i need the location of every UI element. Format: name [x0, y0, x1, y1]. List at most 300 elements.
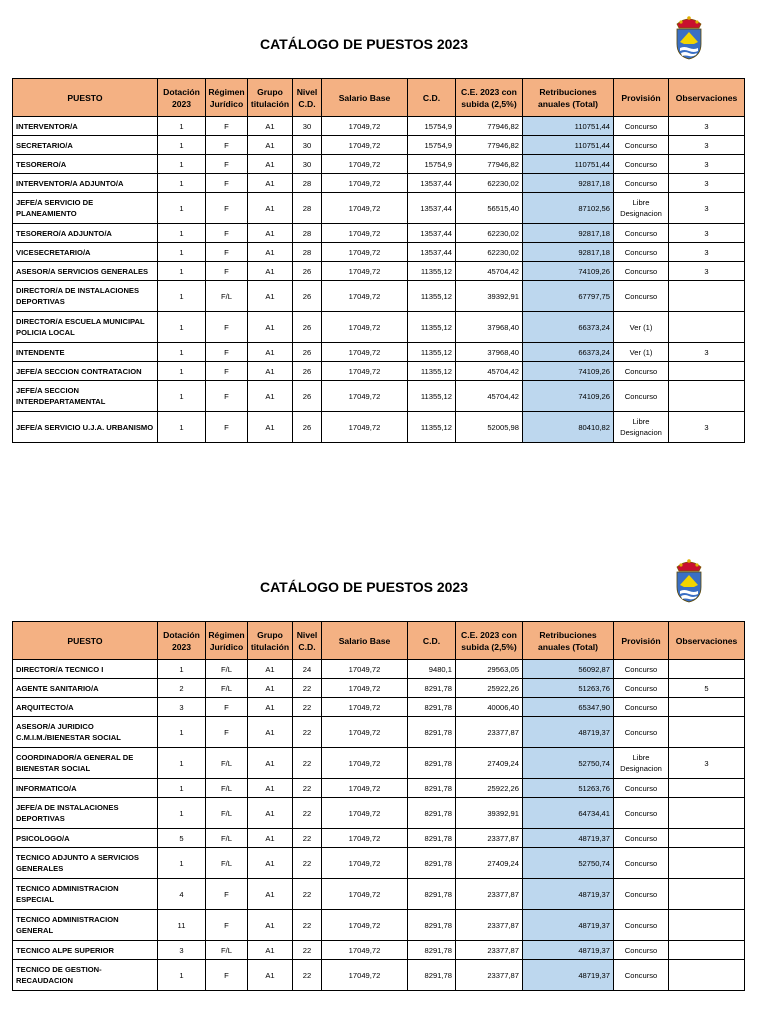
cell-puesto-line: TECNICO ALPE SUPERIOR — [16, 945, 115, 955]
cell-regimen: F — [206, 362, 248, 381]
cell-ce: 45704,42 — [456, 381, 523, 412]
cell-salario-base: 17049,72 — [322, 748, 408, 779]
cell-provision — [614, 312, 669, 343]
cell-observaciones — [669, 879, 745, 910]
cell-retribuciones: 48719,37 — [523, 910, 614, 941]
cell-provision — [614, 941, 669, 960]
cell-nivel: 22 — [293, 748, 322, 779]
cell-provision — [614, 155, 669, 174]
cell-puesto — [13, 679, 158, 698]
cell-nivel: 26 — [293, 412, 322, 443]
cell-grupo: A1 — [248, 941, 293, 960]
cell-nivel: 22 — [293, 717, 322, 748]
cell-retribuciones: 64734,41 — [523, 798, 614, 829]
cell-observaciones — [669, 660, 745, 679]
cell-regimen: F — [206, 312, 248, 343]
cell-ce: 25922,26 — [456, 779, 523, 798]
cell-cd: 15754,9 — [408, 136, 456, 155]
cell-salario-base: 17049,72 — [322, 829, 408, 848]
cell-nivel: 26 — [293, 362, 322, 381]
cell-dotacion: 1 — [158, 243, 206, 262]
cell-retribuciones: 52750,74 — [523, 748, 614, 779]
cell-ce: 27409,24 — [456, 848, 523, 879]
cell-puesto-line: TECNICO ADMINISTRACION — [16, 884, 119, 893]
cell-cd: 11355,12 — [408, 381, 456, 412]
cell-grupo: A1 — [248, 748, 293, 779]
cell-cd: 8291,78 — [408, 779, 456, 798]
cell-puesto-line: ARQUITECTO/A — [16, 702, 74, 712]
cell-dotacion: 1 — [158, 136, 206, 155]
cell-provision — [614, 343, 669, 362]
cell-regimen: F/L — [206, 660, 248, 679]
cell-grupo: A1 — [248, 798, 293, 829]
positions-table — [12, 78, 745, 443]
cell-observaciones: 3 — [669, 262, 745, 281]
cell-salario-base: 17049,72 — [322, 281, 408, 312]
coat-of-arms-icon — [672, 14, 706, 60]
cell-dotacion: 1 — [158, 117, 206, 136]
cell-cd: 8291,78 — [408, 879, 456, 910]
cell-puesto-line: PLANEAMIENTO — [16, 209, 77, 218]
cell-salario-base: 17049,72 — [322, 362, 408, 381]
cell-puesto-line: TECNICO ADJUNTO A SERVICIOS — [16, 853, 139, 862]
cell-provision — [614, 698, 669, 717]
cell-puesto — [13, 312, 158, 343]
cell-observaciones: 5 — [669, 679, 745, 698]
cell-grupo: A1 — [248, 243, 293, 262]
cell-ce: 45704,42 — [456, 262, 523, 281]
cell-nivel: 30 — [293, 117, 322, 136]
cell-cd: 13537,44 — [408, 243, 456, 262]
cell-ce: 23377,87 — [456, 717, 523, 748]
cell-grupo: A1 — [248, 155, 293, 174]
cell-salario-base: 17049,72 — [322, 412, 408, 443]
cell-cd: 13537,44 — [408, 193, 456, 224]
cell-cd: 9480,1 — [408, 660, 456, 679]
coat-of-arms-icon — [672, 557, 706, 603]
cell-puesto-line: TESORERO/A — [16, 159, 67, 169]
cell-puesto-line: INTERDEPARTAMENTAL — [16, 397, 106, 406]
cell-nivel: 26 — [293, 312, 322, 343]
cell-puesto — [13, 193, 158, 224]
cell-observaciones — [669, 717, 745, 748]
cell-salario-base: 17049,72 — [322, 879, 408, 910]
cell-ce: 27409,24 — [456, 748, 523, 779]
cell-dotacion: 1 — [158, 960, 206, 991]
cell-nivel: 26 — [293, 343, 322, 362]
cell-grupo: A1 — [248, 362, 293, 381]
cell-dotacion: 1 — [158, 748, 206, 779]
cell-puesto-line: VICESECRETARIO/A — [16, 247, 91, 257]
table-row — [13, 779, 745, 798]
cell-puesto — [13, 362, 158, 381]
cell-provision — [614, 262, 669, 281]
cell-puesto-line: INTERVENTOR/A ADJUNTO/A — [16, 178, 124, 188]
cell-puesto-line: COORDINADOR/A GENERAL DE — [16, 753, 134, 762]
cell-provision-line: Concurso — [624, 858, 658, 868]
cell-ce: 62230,02 — [456, 243, 523, 262]
cell-dotacion: 1 — [158, 660, 206, 679]
header-retribuciones: Retribuciones anuales (Total) — [523, 622, 614, 660]
cell-puesto — [13, 281, 158, 312]
cell-dotacion: 1 — [158, 343, 206, 362]
cell-grupo: A1 — [248, 224, 293, 243]
cell-provision-line: Concurso — [624, 121, 658, 131]
table-row — [13, 281, 745, 312]
cell-salario-base: 17049,72 — [322, 155, 408, 174]
cell-retribuciones: 65347,90 — [523, 698, 614, 717]
cell-puesto-line: DEPORTIVAS — [16, 814, 65, 823]
cell-grupo: A1 — [248, 281, 293, 312]
cell-provision-line: Concurso — [624, 808, 658, 818]
cell-ce: 62230,02 — [456, 174, 523, 193]
cell-puesto-line: JEFE/A SECCION — [16, 386, 80, 395]
cell-grupo: A1 — [248, 698, 293, 717]
cell-dotacion: 1 — [158, 412, 206, 443]
header-nivel: Nivel C.D. — [293, 622, 322, 660]
table-row — [13, 748, 745, 779]
table-row — [13, 243, 745, 262]
cell-puesto — [13, 243, 158, 262]
cell-puesto — [13, 660, 158, 679]
cell-provision — [614, 362, 669, 381]
cell-grupo: A1 — [248, 262, 293, 281]
cell-ce: 37968,40 — [456, 312, 523, 343]
table-row — [13, 798, 745, 829]
table-body — [13, 660, 745, 991]
cell-nivel: 28 — [293, 224, 322, 243]
cell-puesto-line: AGENTE SANITARIO/A — [16, 683, 99, 693]
cell-puesto — [13, 779, 158, 798]
cell-puesto-line: DIRECTOR/A TECNICO I — [16, 664, 104, 674]
cell-grupo: A1 — [248, 660, 293, 679]
table-row — [13, 879, 745, 910]
cell-provision — [614, 243, 669, 262]
cell-puesto — [13, 174, 158, 193]
cell-regimen: F — [206, 193, 248, 224]
cell-salario-base: 17049,72 — [322, 224, 408, 243]
cell-provision-line: Designacion — [620, 209, 662, 218]
cell-grupo: A1 — [248, 779, 293, 798]
cell-dotacion: 2 — [158, 679, 206, 698]
positions-table — [12, 621, 745, 991]
cell-salario-base: 17049,72 — [322, 660, 408, 679]
cell-grupo: A1 — [248, 136, 293, 155]
cell-salario-base: 17049,72 — [322, 779, 408, 798]
header-cd: C.D. — [408, 622, 456, 660]
cell-retribuciones: 48719,37 — [523, 717, 614, 748]
cell-provision — [614, 717, 669, 748]
cell-ce: 62230,02 — [456, 224, 523, 243]
cell-dotacion: 11 — [158, 910, 206, 941]
cell-cd: 13537,44 — [408, 174, 456, 193]
header-ce: C.E. 2023 con subida (2,5%) — [456, 79, 523, 117]
table-row — [13, 679, 745, 698]
cell-nivel: 26 — [293, 381, 322, 412]
cell-retribuciones: 74109,26 — [523, 262, 614, 281]
cell-nivel: 22 — [293, 779, 322, 798]
cell-observaciones — [669, 798, 745, 829]
header-dotacion: Dotación 2023 — [158, 622, 206, 660]
cell-regimen: F — [206, 155, 248, 174]
cell-salario-base: 17049,72 — [322, 136, 408, 155]
cell-provision-line: Concurso — [624, 140, 658, 150]
cell-provision — [614, 960, 669, 991]
cell-provision-line: Concurso — [624, 266, 658, 276]
header-salario-base: Salario Base — [322, 79, 408, 117]
cell-provision-line: Libre — [632, 198, 650, 207]
cell-retribuciones: 110751,44 — [523, 136, 614, 155]
cell-dotacion: 1 — [158, 312, 206, 343]
cell-dotacion: 3 — [158, 698, 206, 717]
table-header-row — [13, 79, 745, 117]
cell-provision-line: Concurso — [624, 727, 658, 737]
cell-dotacion: 1 — [158, 174, 206, 193]
cell-nivel: 28 — [293, 193, 322, 224]
cell-dotacion: 4 — [158, 879, 206, 910]
cell-puesto — [13, 262, 158, 281]
cell-observaciones — [669, 312, 745, 343]
cell-puesto-line: JEFE/A SERVICIO U.J.A. URBANISMO — [16, 422, 154, 432]
cell-nivel: 24 — [293, 660, 322, 679]
table-row — [13, 660, 745, 679]
cell-provision — [614, 779, 669, 798]
cell-retribuciones: 66373,24 — [523, 312, 614, 343]
cell-ce: 56515,40 — [456, 193, 523, 224]
cell-observaciones — [669, 829, 745, 848]
cell-retribuciones: 87102,56 — [523, 193, 614, 224]
cell-retribuciones: 48719,37 — [523, 960, 614, 991]
cell-cd: 8291,78 — [408, 717, 456, 748]
cell-dotacion: 1 — [158, 281, 206, 312]
cell-retribuciones: 92817,18 — [523, 174, 614, 193]
cell-puesto-line: ASESOR/A SERVICIOS GENERALES — [16, 266, 149, 276]
table-row — [13, 362, 745, 381]
cell-nivel: 22 — [293, 941, 322, 960]
cell-provision-line: Concurso — [624, 889, 658, 899]
cell-retribuciones: 92817,18 — [523, 243, 614, 262]
cell-cd: 8291,78 — [408, 941, 456, 960]
cell-provision-line: Concurso — [624, 683, 658, 693]
cell-ce: 37968,40 — [456, 343, 523, 362]
cell-observaciones — [669, 960, 745, 991]
cell-ce: 39392,91 — [456, 281, 523, 312]
header-puesto: PUESTO — [13, 622, 158, 660]
cell-provision — [614, 798, 669, 829]
table-row — [13, 381, 745, 412]
cell-puesto-line: INTERVENTOR/A — [16, 121, 78, 131]
cell-nivel: 22 — [293, 848, 322, 879]
page-title: CATÁLOGO DE PUESTOS 2023 — [260, 579, 468, 595]
cell-retribuciones: 110751,44 — [523, 155, 614, 174]
cell-cd: 11355,12 — [408, 312, 456, 343]
table-row — [13, 848, 745, 879]
cell-observaciones: 3 — [669, 155, 745, 174]
cell-puesto-line: ASESOR/A JURIDICO — [16, 722, 94, 731]
cell-nivel: 30 — [293, 155, 322, 174]
header-provision: Provisión — [614, 622, 669, 660]
cell-provision — [614, 910, 669, 941]
cell-provision-line: Libre — [632, 753, 650, 762]
cell-dotacion: 1 — [158, 262, 206, 281]
cell-ce: 23377,87 — [456, 879, 523, 910]
cell-puesto-line: GENERALES — [16, 864, 64, 873]
table-row — [13, 262, 745, 281]
cell-puesto-line: PSICOLOGO/A — [16, 833, 70, 843]
table-row — [13, 224, 745, 243]
cell-retribuciones: 74109,26 — [523, 381, 614, 412]
cell-provision-line: Concurso — [624, 945, 658, 955]
cell-cd: 15754,9 — [408, 117, 456, 136]
cell-grupo: A1 — [248, 829, 293, 848]
table-row — [13, 312, 745, 343]
cell-provision-line: Concurso — [624, 159, 658, 169]
cell-regimen: F — [206, 698, 248, 717]
header-observaciones: Observaciones — [669, 79, 745, 117]
cell-puesto-line: TESORERO/A ADJUNTO/A — [16, 228, 112, 238]
table-row — [13, 910, 745, 941]
cell-grupo: A1 — [248, 381, 293, 412]
cell-cd: 8291,78 — [408, 848, 456, 879]
cell-puesto-line: TECNICO ADMINISTRACION — [16, 915, 119, 924]
cell-provision-line: Concurso — [624, 833, 658, 843]
cell-provision — [614, 412, 669, 443]
cell-salario-base: 17049,72 — [322, 117, 408, 136]
cell-retribuciones: 48719,37 — [523, 941, 614, 960]
cell-provision — [614, 224, 669, 243]
catalog-page — [0, 543, 768, 1024]
cell-salario-base: 17049,72 — [322, 910, 408, 941]
cell-dotacion: 1 — [158, 193, 206, 224]
cell-puesto-line: DIRECTOR/A DE INSTALACIONES — [16, 286, 140, 295]
cell-puesto — [13, 910, 158, 941]
cell-observaciones: 3 — [669, 224, 745, 243]
cell-cd: 8291,78 — [408, 748, 456, 779]
header-regimen: Régimen Jurídico — [206, 79, 248, 117]
cell-puesto-line: BIENESTAR SOCIAL — [16, 764, 91, 773]
cell-nivel: 26 — [293, 281, 322, 312]
cell-provision-line: Concurso — [624, 391, 658, 401]
cell-regimen: F — [206, 243, 248, 262]
cell-regimen: F/L — [206, 748, 248, 779]
cell-salario-base: 17049,72 — [322, 343, 408, 362]
cell-provision — [614, 829, 669, 848]
table-row — [13, 155, 745, 174]
header-salario-base: Salario Base — [322, 622, 408, 660]
cell-provision-line: Concurso — [624, 178, 658, 188]
catalog-page — [0, 0, 768, 500]
header-ce: C.E. 2023 con subida (2,5%) — [456, 622, 523, 660]
header-nivel: Nivel C.D. — [293, 79, 322, 117]
cell-regimen: F — [206, 174, 248, 193]
cell-observaciones: 3 — [669, 174, 745, 193]
table-row — [13, 941, 745, 960]
cell-puesto — [13, 136, 158, 155]
cell-nivel: 30 — [293, 136, 322, 155]
cell-cd: 13537,44 — [408, 224, 456, 243]
cell-cd: 11355,12 — [408, 343, 456, 362]
cell-grupo: A1 — [248, 193, 293, 224]
cell-retribuciones: 74109,26 — [523, 362, 614, 381]
cell-observaciones: 3 — [669, 117, 745, 136]
cell-regimen: F/L — [206, 281, 248, 312]
cell-cd: 11355,12 — [408, 412, 456, 443]
cell-provision — [614, 281, 669, 312]
cell-provision-line: Ver (1) — [629, 347, 653, 357]
header-puesto: PUESTO — [13, 79, 158, 117]
cell-dotacion: 3 — [158, 941, 206, 960]
cell-grupo: A1 — [248, 312, 293, 343]
header-grupo: Grupo titulación — [248, 622, 293, 660]
cell-observaciones — [669, 362, 745, 381]
cell-puesto — [13, 960, 158, 991]
cell-salario-base: 17049,72 — [322, 848, 408, 879]
cell-puesto-line: JEFE/A DE INSTALACIONES — [16, 803, 119, 812]
cell-ce: 77946,82 — [456, 136, 523, 155]
cell-regimen: F/L — [206, 798, 248, 829]
table-row — [13, 174, 745, 193]
cell-observaciones — [669, 910, 745, 941]
cell-provision — [614, 748, 669, 779]
cell-grupo: A1 — [248, 717, 293, 748]
cell-provision-line: Ver (1) — [629, 322, 653, 332]
cell-observaciones — [669, 281, 745, 312]
cell-puesto — [13, 941, 158, 960]
cell-salario-base: 17049,72 — [322, 960, 408, 991]
cell-salario-base: 17049,72 — [322, 243, 408, 262]
cell-puesto-line: SECRETARIO/A — [16, 140, 73, 150]
cell-observaciones: 3 — [669, 343, 745, 362]
cell-regimen: F — [206, 224, 248, 243]
cell-puesto-line: DEPORTIVAS — [16, 297, 65, 306]
cell-puesto-line: INTENDENTE — [16, 347, 65, 357]
cell-provision — [614, 879, 669, 910]
cell-regimen: F — [206, 879, 248, 910]
cell-regimen: F/L — [206, 779, 248, 798]
cell-salario-base: 17049,72 — [322, 698, 408, 717]
cell-provision — [614, 174, 669, 193]
cell-puesto — [13, 155, 158, 174]
cell-retribuciones: 48719,37 — [523, 879, 614, 910]
cell-observaciones — [669, 848, 745, 879]
cell-cd: 11355,12 — [408, 262, 456, 281]
cell-retribuciones: 80410,82 — [523, 412, 614, 443]
cell-ce: 23377,87 — [456, 941, 523, 960]
cell-grupo: A1 — [248, 343, 293, 362]
cell-observaciones: 3 — [669, 193, 745, 224]
cell-puesto — [13, 412, 158, 443]
cell-ce: 23377,87 — [456, 829, 523, 848]
cell-grupo: A1 — [248, 960, 293, 991]
table-row — [13, 193, 745, 224]
cell-provision-line: Concurso — [624, 366, 658, 376]
cell-provision-line: Concurso — [624, 228, 658, 238]
cell-ce: 52005,98 — [456, 412, 523, 443]
cell-puesto — [13, 698, 158, 717]
cell-cd: 11355,12 — [408, 362, 456, 381]
header-regimen: Régimen Jurídico — [206, 622, 248, 660]
cell-puesto — [13, 224, 158, 243]
cell-nivel: 22 — [293, 798, 322, 829]
cell-retribuciones: 92817,18 — [523, 224, 614, 243]
cell-grupo: A1 — [248, 174, 293, 193]
cell-puesto-line: POLICIA LOCAL — [16, 328, 75, 337]
cell-cd: 8291,78 — [408, 910, 456, 941]
cell-ce: 23377,87 — [456, 960, 523, 991]
cell-provision — [614, 679, 669, 698]
cell-cd: 8291,78 — [408, 798, 456, 829]
cell-puesto-line: INFORMATICO/A — [16, 783, 77, 793]
